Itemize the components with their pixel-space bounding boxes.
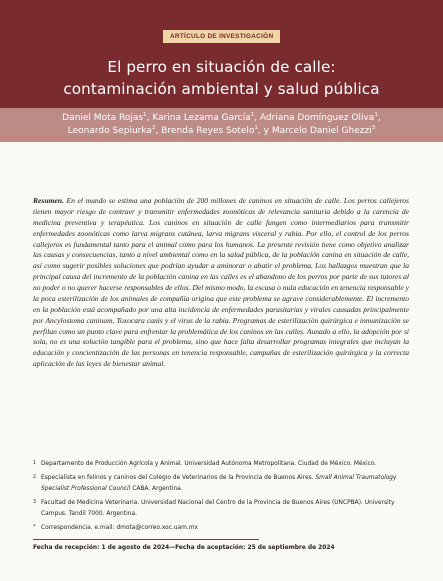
author: Brenda Reyes Sotelo$^1$ [161, 125, 258, 136]
abstract [33, 196, 409, 370]
received-accepted-dates: Fecha de recepción: 1 de agosto de 2024—Fecha de aceptación: 25 de septiembre de 2024 [33, 545, 335, 551]
abstract-text: En el mundo se estima una población de 200 millones de caninos en situación de calle. Los perros callejeros tienen mayor riesgo de contraer y transmitir enfermedades zoonóticas de relevancia sanitaria debido a la carencia de medicina preventiva y terapéutica. Los caninos en situación de calle fungen como intermediarios para transmitir enfermedades zoonóticas como larva migrans cutánea, larva migrans visceral y rabia. Por ello, el control de los perros callejeros es fundamental tanto para el animal como para los humanos. La presente revisión tiene como objetivo analizar las causas y consecuencias, tanto a nivel ambiental como en la salud pública, de la población canina en situación de calle, así como sugerir posibles soluciones que podrían ayudar a aminorar o abatir el problema. Los hallazgos muestran que la principal causa del incremento de la población canina en las calles es el abandono de los perros por parte de sus tutores al no poder o no querer hacerse responsables de ellos. Del mismo modo, la escasa o nula educación en tenencia responsable y la poca esterilización de los animales de compañía origina que este problema se agrave considerablemente. El incremento en la población está acompañado por una alta incidencia de enfermedades parasitarias y virales causadas principalmente por Ancylostoma caninum, Toxocara canis y el virus de la rabia. Programas de esterilización quirúrgica e inmunización se perfilan como un punto clave para enfrentar la problemática de los caninos en las calles. Aunado a ello, la adopción por sí sola, no es una solución tangible para el problema, sino que hace falta desarrollar programas integrales que incluyan la educación y concientización de las personas en tenencia responsable, campañas de esterilización quirúrgica y la correcta aplicación de las leyes de bienestar animal. [33, 196, 409, 369]
author: Adriana Domínguez Oliva$^1$ [259, 112, 378, 123]
divider [33, 539, 259, 540]
author: Karina Lezama García$^1$ [152, 112, 255, 123]
author: Marcelo Daniel Ghezzi$^3$ [271, 125, 376, 136]
footnote: 2 Especialista en felinos y caninos del Colegio de Veterinarios de la Provincia de Buenos Aires. Small Animal Traumatology Specialist Professional Council CABA. Argentina. [33, 474, 397, 492]
footnote: 1 Departamento de Producción Agrícola y Animal. Universidad Autónoma Metropolitana. Ciudad de México. México. [33, 461, 377, 467]
section-label: ARTÍCULO DE INVESTIGACIÓN [163, 30, 280, 43]
author: Leonardo Sepiurka$^2$ [67, 125, 156, 136]
footnote: * Correspondencia. e.mail: dmota@correo.xoc.uam.mx [33, 524, 198, 531]
author: Daniel Mota Rojas$^1$ [62, 112, 147, 123]
article-title-line-1: El perro en situación de calle: [107, 58, 336, 76]
article-title-line-2: contaminación ambiental y salud pública [63, 80, 380, 98]
abstract-label: Resumen. [33, 196, 64, 205]
authors-line-2: Leonardo Sepiurka$^2$, Brenda Reyes Sotelo$^1$, y Marcelo Daniel Ghezzi$^3$ [67, 125, 376, 136]
footnotes [33, 459, 413, 536]
authors-line-1: Daniel Mota Rojas$^1$, Karina Lezama García$^1$, Adriana Domínguez Oliva$^1$, [62, 112, 381, 123]
footnote: 3 Facultad de Medicina Veterinaria. Universidad Nacional del Centro de la Provincia de Buenos Aires (UNCPBA). University Campus. Tandil 7000. Argentina. [33, 499, 395, 517]
